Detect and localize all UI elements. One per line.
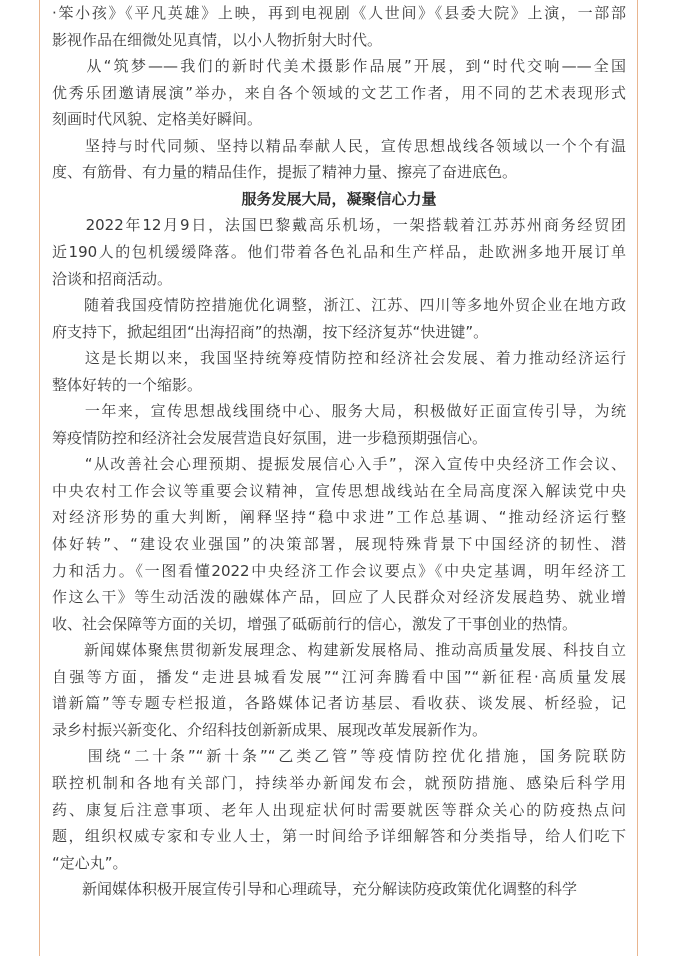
paragraph-line: 录乡村振兴新变化、介绍科技创新新成果、展现改革发展新作为。 <box>52 720 488 739</box>
paragraph-line: 刻画时代风貌、定格美好瞬间。 <box>52 110 263 129</box>
paragraph-line: 自强等方面，播发“走进县城看发展”“江河奔腾看中国”“新征程·高质量发展 <box>52 667 626 686</box>
paragraph-line: “从改善社会心理预期、提振发展信心入手”，深入宣传中央经济工作会议、 <box>52 455 626 474</box>
paragraph-line: 度、有筋骨、有力量的精品佳作，提振了精神力量、擦亮了奋进底色。 <box>52 163 518 182</box>
paragraph-line: 优秀乐团邀请展演”举办，来自各个领域的文艺工作者，用不同的艺术表现形式 <box>52 83 626 102</box>
paragraph-line: 新闻媒体聚焦贯彻新发展理念、构建新发展格局、推动高质量发展、科技自立 <box>52 641 626 660</box>
paragraph-line: 中央农村工作会议等重要会议精神，宣传思想战线站在全局高度深入解读党中央 <box>52 481 626 500</box>
paragraph-line: 对经济形势的重大判断，阐释坚持“稳中求进”工作总基调、“推动经济运行整 <box>52 508 626 527</box>
paragraph-line: 新闻媒体积极开展宣传引导和心理疏导，充分解读防疫政策优化调整的科学 <box>52 880 578 899</box>
paragraph-line: 题，组织权威专家和专业人士，第一时间给予详细解答和分类指导，给人们吃下 <box>52 827 626 846</box>
paragraph-line: 谱新篇”等专题专栏报道，各路媒体记者访基层、看收获、谈发展、析经验，记 <box>52 694 626 713</box>
paragraph-line: 洽谈和招商活动。 <box>52 269 173 288</box>
section-heading: 服务发展大局，凝聚信心力量 <box>241 189 437 208</box>
paragraph-line: 围绕“二十条”“新十条”“乙类乙管”等疫情防控优化措施，国务院联防 <box>52 747 626 766</box>
right-border-rule <box>637 0 638 956</box>
paragraph-line: 整体好转的一个缩影。 <box>52 375 203 394</box>
paragraph-line: 体好转”、“建设农业强国”的决策部署，展现特殊背景下中国经济的韧性、潜 <box>52 535 626 553</box>
paragraph-line: 随着我国疫情防控措施优化调整，浙江、江苏、四川等多地外贸企业在地方政 <box>52 296 626 315</box>
paragraph-line: 联控机制和各地有关部门，持续举办新闻发布会，就预防措施、感染后科学用 <box>52 773 626 792</box>
paragraph-line: 作这么干》等生动活泼的融媒体产品，回应了人民群众对经济发展趋势、就业增 <box>52 588 626 607</box>
paragraph-line: 影视作品在细微处见真情，以小人物折射大时代。 <box>52 30 383 49</box>
paragraph-line: “定心丸”。 <box>52 853 128 872</box>
paragraph-line: 近190人的包机缓缓降落。他们带着各色礼品和生产样品，赴欧洲多地开展订单 <box>52 242 626 261</box>
paragraph-line: 坚持与时代同频、坚持以精品奉献人民，宣传思想战线各领域以一个个有温 <box>52 136 626 155</box>
paragraph-line: 从“筑梦——我们的新时代美术摄影作品展”开展，到“时代交响——全国 <box>52 57 626 76</box>
paragraph-line: ·笨小孩》《平凡英雄》上映，再到电视剧《人世间》《县委大院》上演，一部部 <box>52 4 626 22</box>
paragraph-line: 2022年12月9日，法国巴黎戴高乐机场，一架搭载着江苏苏州商务经贸团 <box>52 216 626 235</box>
paragraph-line: 药、康复后注意事项、老年人出现症状何时需要就医等群众关心的防疫热点问 <box>52 800 626 819</box>
paragraph-line: 一年来，宣传思想战线围绕中心、服务大局，积极做好正面宣传引导，为统 <box>52 402 626 421</box>
left-border-rule <box>39 0 40 956</box>
paragraph-line: 筹疫情防控和经济社会发展营造良好氛围，进一步稳预期强信心。 <box>52 428 488 447</box>
paragraph-line: 收、社会保障等方面的关切，增强了砥砺前行的信心，激发了干事创业的热情。 <box>52 614 578 633</box>
paragraph-line: 府支持下，掀起组团“出海招商”的热潮，按下经济复苏“快进键”。 <box>52 322 489 341</box>
paragraph-line: 这是长期以来，我国坚持统筹疫情防控和经济社会发展、着力推动经济运行 <box>52 349 626 368</box>
paragraph-line: 力和活力。《一图看懂2022中央经济工作会议要点》《中央定基调，明年经济工 <box>52 561 626 580</box>
